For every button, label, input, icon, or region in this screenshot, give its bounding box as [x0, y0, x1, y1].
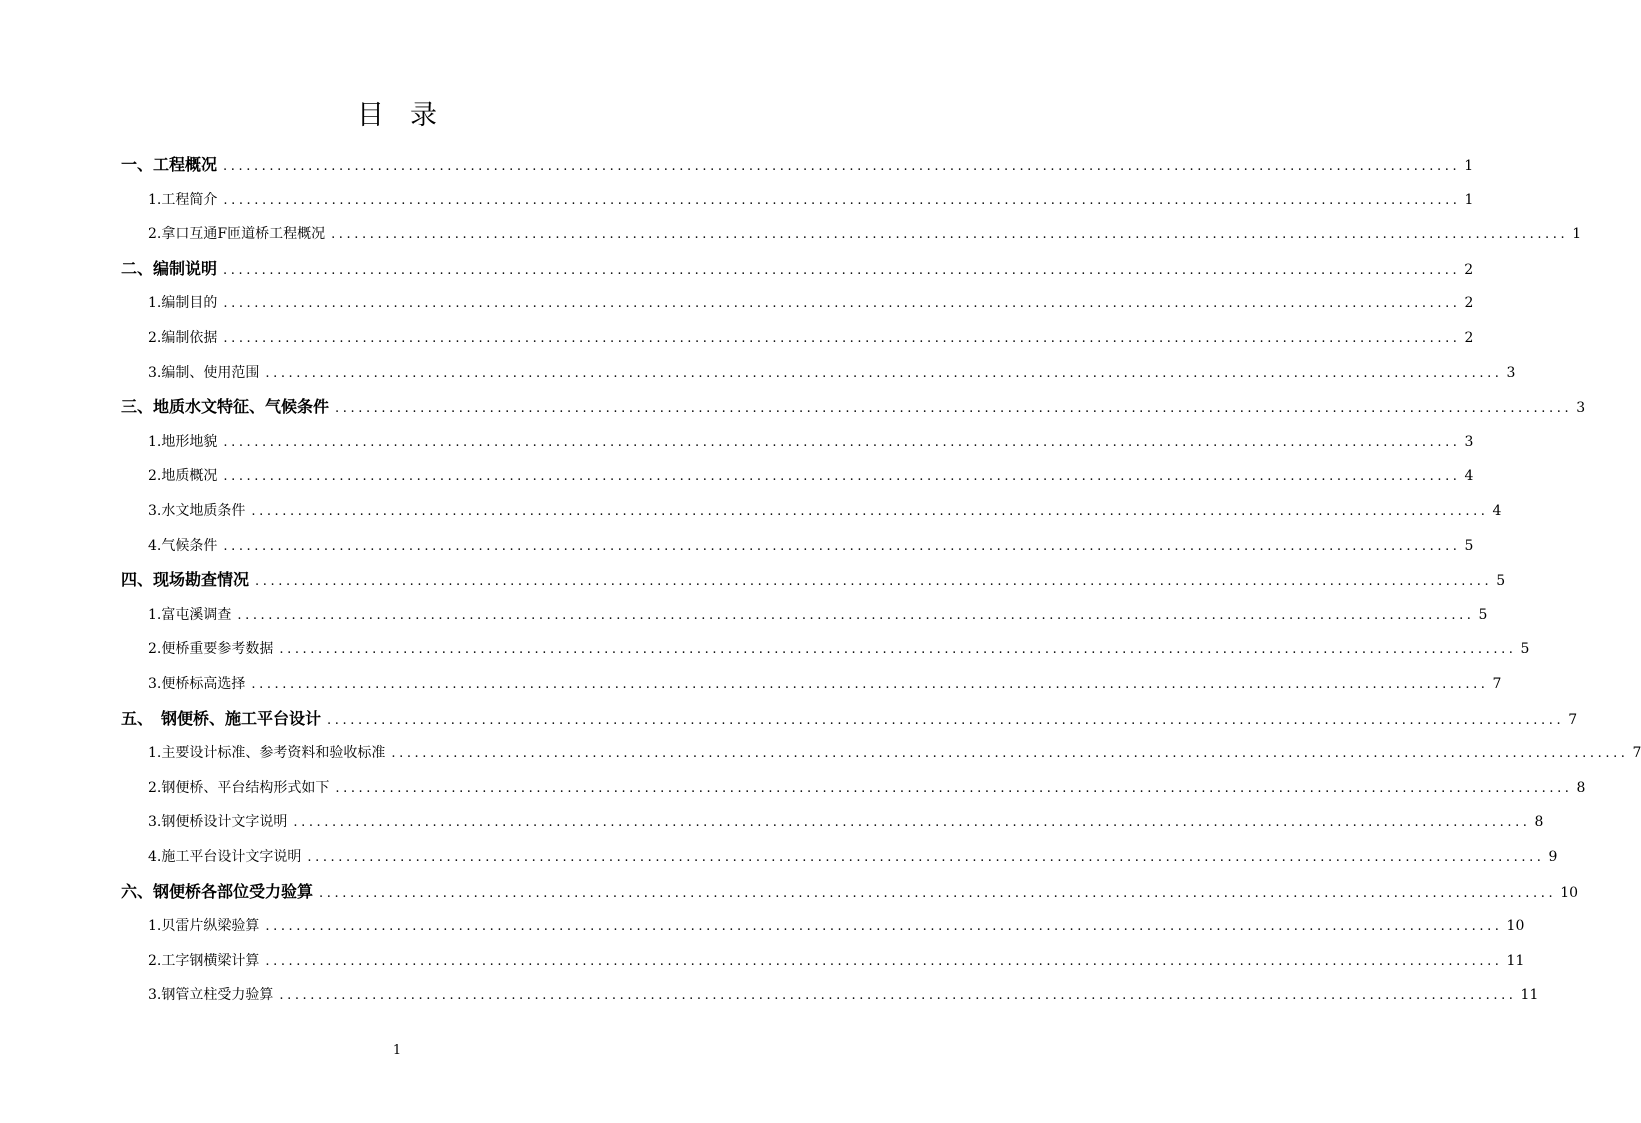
toc-dot-leader: ................................................................................................................................................................ [335, 401, 1573, 417]
toc-entry-title: 1.工程简介 [148, 191, 218, 208]
toc-subsection-entry[interactable] [148, 222, 1582, 246]
toc-dot-leader: ................................................................................................................................................................ [279, 642, 1517, 658]
toc-page-number: 4 [1492, 503, 1502, 519]
toc-subsection-entry[interactable] [148, 983, 1539, 1007]
toc-page-number: 3 [1576, 400, 1586, 417]
toc-subsection-entry[interactable] [148, 326, 1474, 350]
toc-page-number: 1 [1464, 158, 1474, 174]
toc-entry-title: 1.贝雷片纵梁验算 [148, 918, 260, 935]
toc-page-number: 7 [1632, 745, 1641, 762]
toc-entry-title: 2.地质概况 [148, 468, 218, 485]
toc-subsection-entry[interactable] [148, 914, 1525, 938]
toc-entry-title: 六、钢便桥各部位受力验算 [121, 881, 314, 901]
toc-page-number: 8 [1576, 779, 1586, 796]
toc-entry-title: 2.工字钢横梁计算 [148, 952, 260, 969]
table-of-contents [0, 150, 1641, 1020]
toc-page-number: 2 [1464, 295, 1474, 312]
toc-page-number: 3 [1464, 433, 1474, 450]
toc-subsection-entry[interactable] [148, 776, 1586, 800]
toc-entry-title: 1.富屯溪调查 [148, 606, 232, 623]
toc-dot-leader: ................................................................................................................................................................ [223, 331, 1461, 346]
toc-dot-leader: ................................................................................................................................................................ [265, 365, 1503, 381]
toc-subsection-entry[interactable] [148, 534, 1474, 558]
toc-dot-leader: ................................................................................................................................................................ [251, 504, 1489, 519]
toc-dot-leader: ................................................................................................................................................................ [223, 262, 1461, 278]
toc-entry-title: 二、编制说明 [121, 258, 218, 278]
toc-page-number: 10 [1560, 884, 1579, 901]
toc-dot-leader: ................................................................................................................................................................ [265, 919, 1503, 935]
toc-dot-leader: ................................................................................................................................................................ [335, 780, 1573, 796]
toc-page-number: 4 [1464, 468, 1474, 485]
toc-entry-title: 四、现场勘查情况 [121, 570, 250, 590]
toc-page-number: 1 [1572, 226, 1582, 243]
toc-entry-title: 4.气候条件 [148, 537, 218, 554]
toc-entry-title: 1.编制目的 [148, 295, 218, 312]
toc-page-number: 5 [1478, 606, 1488, 623]
toc-entry-title: 2.拿口互通F匝道桥工程概况 [148, 226, 326, 243]
toc-subsection-entry[interactable] [148, 464, 1474, 488]
page-title: 目录 [357, 100, 463, 131]
toc-section-entry[interactable] [121, 395, 1586, 419]
toc-page-number: 9 [1548, 849, 1558, 865]
toc-entry-title: 3.钢便桥设计文字说明 [148, 814, 288, 831]
toc-dot-leader: ................................................................................................................................................................ [327, 712, 1565, 728]
toc-entry-title: 一、工程概况 [121, 155, 218, 174]
toc-section-entry[interactable] [121, 707, 1578, 731]
toc-dot-leader: ................................................................................................................................................................ [391, 746, 1629, 762]
toc-dot-leader: ................................................................................................................................................................ [223, 538, 1461, 554]
toc-subsection-entry[interactable] [148, 949, 1525, 973]
toc-dot-leader: ................................................................................................................................................................ [223, 192, 1461, 208]
toc-page-number: 5 [1464, 537, 1474, 554]
toc-section-entry[interactable] [121, 880, 1579, 904]
toc-entry-title: 2.便桥重要参考数据 [148, 641, 274, 658]
toc-dot-leader: ................................................................................................................................................................ [293, 815, 1531, 831]
toc-entry-title: 3.钢管立柱受力验算 [148, 987, 274, 1004]
toc-entry-title: 2.编制依据 [148, 330, 218, 346]
toc-entry-title: 2.钢便桥、平台结构形式如下 [148, 779, 330, 796]
toc-dot-leader: ................................................................................................................................................................ [223, 296, 1461, 312]
toc-page-number: 11 [1520, 987, 1539, 1004]
toc-subsection-entry[interactable] [148, 188, 1474, 212]
toc-entry-title: 三、地质水文特征、气候条件 [121, 397, 330, 417]
toc-dot-leader: ................................................................................................................................................................ [307, 850, 1545, 865]
toc-dot-leader: ................................................................................................................................................................ [319, 885, 1557, 901]
toc-entry-title: 4.施工平台设计文字说明 [148, 849, 302, 865]
toc-page-number: 8 [1534, 814, 1544, 831]
toc-entry-title: 3.编制、使用范围 [148, 364, 260, 381]
toc-dot-leader: ................................................................................................................................................................ [255, 574, 1493, 590]
toc-dot-leader: ................................................................................................................................................................ [223, 434, 1461, 450]
toc-entry-title: 3.便桥标高选择 [148, 676, 246, 692]
toc-page-number: 7 [1568, 711, 1578, 728]
toc-dot-leader: ................................................................................................................................................................ [237, 607, 1475, 623]
toc-entry-title: 3.水文地质条件 [148, 503, 246, 519]
toc-section-entry[interactable] [121, 153, 1474, 177]
toc-dot-leader: ................................................................................................................................................................ [223, 159, 1461, 174]
toc-dot-leader: ................................................................................................................................................................ [279, 988, 1517, 1004]
toc-page-number: 2 [1464, 261, 1474, 278]
toc-subsection-entry[interactable] [148, 672, 1502, 696]
toc-page-number: 7 [1492, 676, 1502, 692]
toc-dot-leader: ................................................................................................................................................................ [331, 227, 1569, 243]
toc-subsection-entry[interactable] [148, 637, 1530, 661]
footer-page-number: 1 [392, 1043, 402, 1058]
toc-subsection-entry[interactable] [148, 361, 1516, 385]
toc-subsection-entry[interactable] [148, 430, 1474, 454]
toc-entry-title: 1.地形地貌 [148, 433, 218, 450]
toc-page-number: 5 [1496, 573, 1506, 590]
toc-section-entry[interactable] [121, 568, 1506, 592]
toc-subsection-entry[interactable] [148, 499, 1502, 523]
toc-subsection-entry[interactable] [148, 810, 1544, 834]
toc-page-number: 2 [1464, 330, 1474, 346]
toc-dot-leader: ................................................................................................................................................................ [223, 469, 1461, 485]
toc-dot-leader: ................................................................................................................................................................ [251, 677, 1489, 692]
toc-entry-title: 五、 钢便桥、施工平台设计 [121, 708, 322, 728]
toc-subsection-entry[interactable] [148, 845, 1558, 869]
toc-subsection-entry[interactable] [148, 741, 1641, 765]
toc-page-number: 10 [1506, 918, 1525, 935]
toc-page-number: 11 [1506, 952, 1525, 969]
toc-page-number: 1 [1464, 191, 1474, 208]
toc-subsection-entry[interactable] [148, 603, 1488, 627]
toc-dot-leader: ................................................................................................................................................................ [265, 953, 1503, 969]
toc-entry-title: 1.主要设计标准、参考资料和验收标准 [148, 745, 386, 762]
toc-page-number: 5 [1520, 641, 1530, 658]
toc-subsection-entry[interactable] [148, 291, 1474, 315]
toc-section-entry[interactable] [121, 257, 1474, 281]
toc-page-number: 3 [1506, 364, 1516, 381]
